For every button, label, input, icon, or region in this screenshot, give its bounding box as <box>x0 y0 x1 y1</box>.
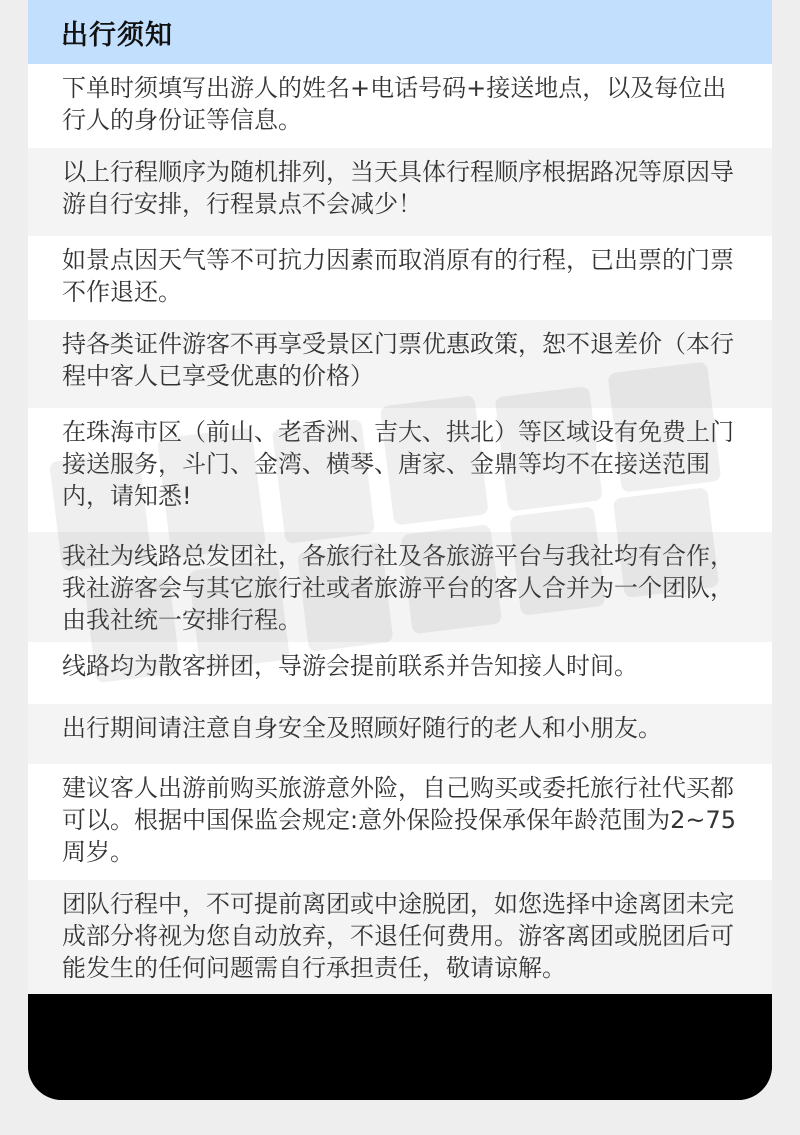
notice-text: 出行期间请注意自身安全及照顾好随行的老人和小朋友。 <box>62 714 662 742</box>
notice-text: 以上行程顺序为随机排列，当天具体行程顺序根据路况等原因导游自行安排，行程景点不会减少！ <box>62 158 734 218</box>
travel-notice-card <box>28 0 772 1100</box>
notice-item <box>28 704 772 764</box>
notice-item <box>28 236 772 320</box>
notice-text: 如景点因天气等不可抗力因素而取消原有的行程，已出票的门票不作退还。 <box>62 246 734 306</box>
bottom-black-bar <box>28 994 772 1100</box>
notice-item <box>28 880 772 996</box>
notice-item <box>28 642 772 704</box>
notice-item <box>28 532 772 642</box>
notice-text: 在珠海市区（前山、老香洲、吉大、拱北）等区域设有免费上门接送服务，斗门、金湾、横琴、唐家、金鼎等均不在接送范围内，请知悉! <box>62 418 734 510</box>
notice-item <box>28 408 772 532</box>
notice-item <box>28 64 772 148</box>
notice-text: 团队行程中，不可提前离团或中途脱团，如您选择中途离团未完成部分将视为您自动放弃，不退任何费用。游客离团或脱团后可能发生的任何问题需自行承担责任，敬请谅解。 <box>62 890 734 982</box>
notice-text: 下单时须填写出游人的姓名+电话号码+接送地点，以及每位出行人的身份证等信息。 <box>62 74 727 134</box>
notice-text: 我社为线路总发团社，各旅行社及各旅游平台与我社均有合作，我社游客会与其它旅行社或者旅游平台的客人合并为一个团队，由我社统一安排行程。 <box>62 542 734 634</box>
notice-header <box>28 0 772 64</box>
notice-item <box>28 320 772 408</box>
notice-text: 线路均为散客拼团，导游会提前联系并告知接人时间。 <box>62 652 638 680</box>
notice-text: 持各类证件游客不再享受景区门票优惠政策，恕不退差价（本行程中客人已享受优惠的价格） <box>62 330 734 390</box>
notice-item <box>28 764 772 880</box>
notice-item <box>28 148 772 236</box>
notice-title: 出行须知 <box>61 19 173 51</box>
notice-text: 建议客人出游前购买旅游意外险，自己购买或委托旅行社代买都可以。根据中国保监会规定:意外保险投保承保年龄范围为2~75周岁。 <box>62 774 737 866</box>
